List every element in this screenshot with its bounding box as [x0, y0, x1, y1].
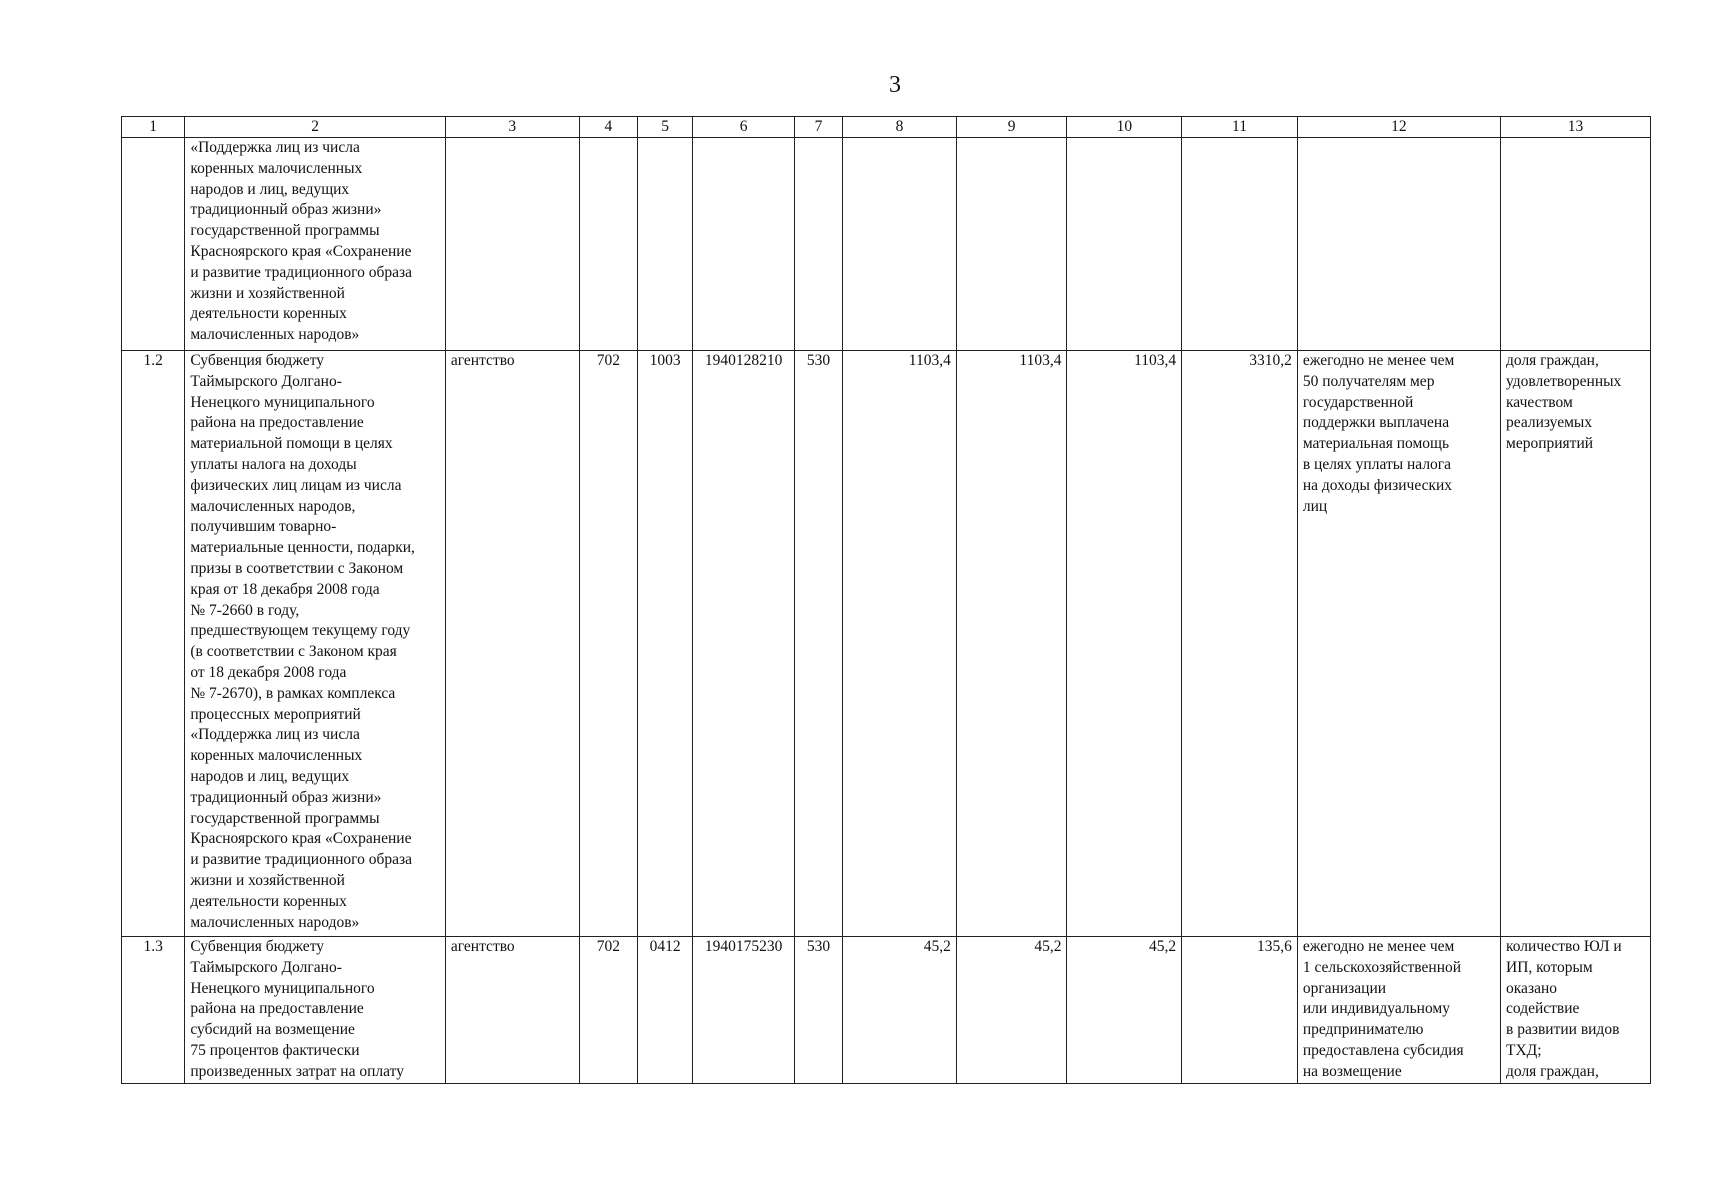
- row-number-cell: 1.3: [122, 937, 185, 1084]
- amount-cell: [843, 138, 957, 351]
- total-cell: 3310,2: [1182, 351, 1298, 937]
- section-cell: 1003: [638, 351, 693, 937]
- amount-cell: [1067, 138, 1182, 351]
- header-cell: 2: [185, 117, 446, 138]
- amount-cell: 45,2: [956, 937, 1067, 1084]
- amount-cell: [956, 138, 1067, 351]
- code-cell: [579, 138, 637, 351]
- indicator-cell: количество ЮЛ и ИП, которым оказано содействие в развитии видов ТХД; доля граждан,: [1501, 937, 1651, 1084]
- table-row: [122, 351, 1651, 937]
- code-cell: 702: [579, 937, 637, 1084]
- table-row: [122, 138, 1651, 351]
- header-cell: 5: [638, 117, 693, 138]
- header-cell: 7: [794, 117, 842, 138]
- responsible-cell: [445, 138, 579, 351]
- expense-type-cell: 530: [794, 351, 842, 937]
- header-cell: 8: [843, 117, 957, 138]
- description-cell: Субвенция бюджету Таймырского Долгано- Ненецкого муниципального района на предоставление материальной помощи в целях уплаты налога на доходы физических лиц лицам из числа малочисленных народов, получившим товарно- материальные ценности, подарки, призы в соответствии с Законом края от 18 декабря 2008 года № 7-2660 в году, предшествующем текущему году (в соответствии с Законом края от 18 декабря 2008 года № 7-2670), в рамках комплекса процессных мероприятий «Поддержка лиц из числа коренных малочисленных народов и лиц, ведущих традиционный образ жизни» государственной программы Красноярского края «Сохранение и развитие традиционного образа жизни и хозяйственной деятельности коренных малочисленных народов»: [185, 351, 446, 937]
- indicator-cell: доля граждан, удовлетворенных качеством реализуемых мероприятий: [1501, 351, 1651, 937]
- header-cell: 4: [579, 117, 637, 138]
- target-article-cell: 1940128210: [693, 351, 795, 937]
- total-cell: [1182, 138, 1298, 351]
- header-cell: 9: [956, 117, 1067, 138]
- header-cell: 11: [1182, 117, 1298, 138]
- responsible-cell: агентство: [445, 351, 579, 937]
- amount-cell: 1103,4: [843, 351, 957, 937]
- total-cell: 135,6: [1182, 937, 1298, 1084]
- target-article-cell: [693, 138, 795, 351]
- section-cell: [638, 138, 693, 351]
- data-table: [121, 116, 1651, 1084]
- header-cell: 12: [1297, 117, 1500, 138]
- header-cell: 1: [122, 117, 185, 138]
- target-article-cell: 1940175230: [693, 937, 795, 1084]
- code-cell: 702: [579, 351, 637, 937]
- header-cell: 6: [693, 117, 795, 138]
- header-cell: 3: [445, 117, 579, 138]
- page-number: 3: [889, 72, 901, 98]
- header-cell: 13: [1501, 117, 1651, 138]
- indicator-cell: [1501, 138, 1651, 351]
- amount-cell: 1103,4: [956, 351, 1067, 937]
- result-cell: [1297, 138, 1500, 351]
- section-cell: 0412: [638, 937, 693, 1084]
- description-cell: «Поддержка лиц из числа коренных малочисленных народов и лиц, ведущих традиционный образ жизни» государственной программы Красноярского края «Сохранение и развитие традиционного образа жизни и хозяйственной деятельности коренных малочисленных народов»: [185, 138, 446, 351]
- expense-type-cell: [794, 138, 842, 351]
- result-cell: ежегодно не менее чем 50 получателям мер государственной поддержки выплачена материальная помощь в целях уплаты налога на доходы физических лиц: [1297, 351, 1500, 937]
- result-cell: ежегодно не менее чем 1 сельскохозяйственной организации или индивидуальному предпринимателю предоставлена субсидия на возмещение: [1297, 937, 1500, 1084]
- responsible-cell: агентство: [445, 937, 579, 1084]
- row-number-cell: [122, 138, 185, 351]
- description-cell: Субвенция бюджету Таймырского Долгано- Ненецкого муниципального района на предоставление субсидий на возмещение 75 процентов фактически произведенных затрат на оплату: [185, 937, 446, 1084]
- table-row: [122, 937, 1651, 1084]
- table-header-row: [122, 117, 1651, 138]
- expense-type-cell: 530: [794, 937, 842, 1084]
- amount-cell: 45,2: [843, 937, 957, 1084]
- amount-cell: 45,2: [1067, 937, 1182, 1084]
- amount-cell: 1103,4: [1067, 351, 1182, 937]
- header-cell: 10: [1067, 117, 1182, 138]
- row-number-cell: 1.2: [122, 351, 185, 937]
